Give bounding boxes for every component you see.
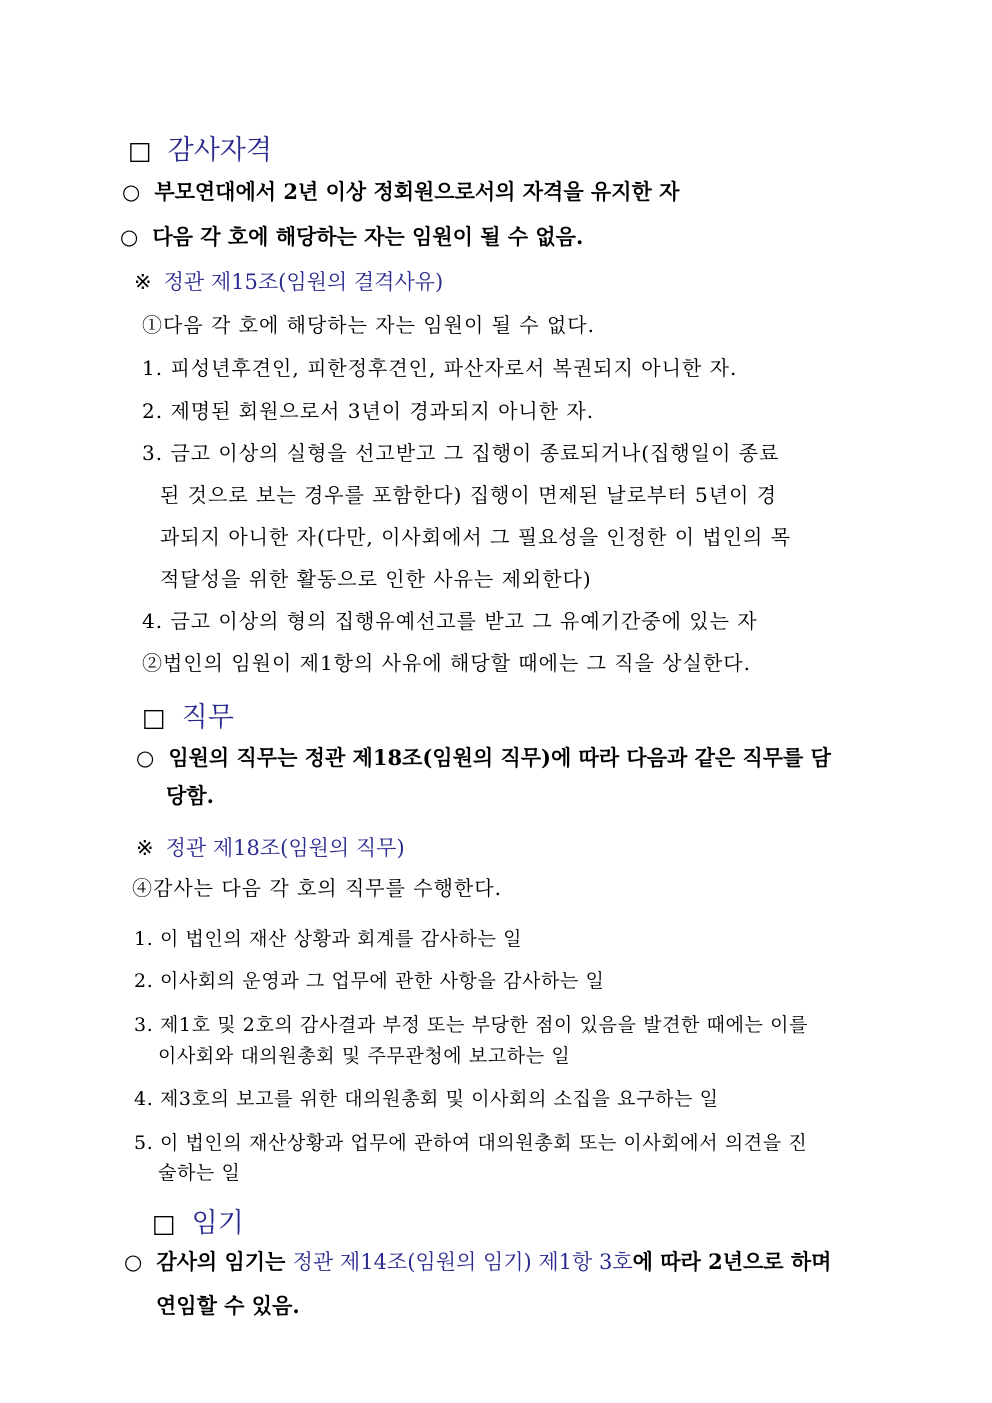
box-icon: □	[152, 1209, 176, 1238]
item-1: 1. 피성년후견인, 피한정후견인, 파산자로서 복권되지 아니한 자.	[142, 356, 738, 380]
note-article-15: ※ 정관 제15조(임원의 결격사유)	[134, 270, 444, 294]
bullet-qualification-1: ○ 부모연대에서 2년 이상 정회원으로서의 자격을 유지한 자	[122, 179, 680, 204]
item-4: 4. 금고 이상의 형의 집행유예선고를 받고 그 유예기간중에 있는 자	[142, 609, 758, 633]
circle-bullet-icon: ○	[122, 180, 141, 204]
duty-item-5-line-1: 5. 이 법인의 재산상황과 업무에 관하여 대의원총회 또는 이사회에서 의견을 진	[134, 1132, 808, 1154]
note-article-18: ※ 정관 제18조(임원의 직무)	[136, 836, 405, 860]
bullet-duties: ○ 임원의 직무는 정관 제18조(임원의 직무)에 따라 다음과 같은 직무를 담	[136, 745, 831, 770]
bullet-term: ○ 감사의 임기는 정관 제14조(임원의 임기) 제1항 3호에 따라 2년으로 하며	[124, 1249, 832, 1274]
bullet-term-line-2: 연임할 수 있음.	[156, 1293, 300, 1318]
item-3-line-3: 과되지 아니한 자(다만, 이사회에서 그 필요성을 인정한 이 법인의 목	[160, 525, 792, 549]
section-heading-duties: □ 직무	[142, 702, 234, 733]
box-icon: □	[142, 703, 166, 732]
item-2: 2. 제명된 회원으로서 3년이 경과되지 아니한 자.	[142, 399, 595, 423]
para-disqualification-2: ②법인의 임원이 제1항의 사유에 해당할 때에는 그 직을 상실한다.	[142, 651, 751, 675]
box-icon: □	[128, 136, 152, 165]
section-heading-term: □ 임기	[152, 1208, 244, 1239]
reference-mark-icon: ※	[136, 836, 154, 860]
circle-bullet-icon: ○	[120, 225, 139, 249]
para-disqualification-1: ①다음 각 호에 해당하는 자는 임원이 될 수 없다.	[142, 313, 595, 337]
bullet-qualification-2: ○ 다음 각 호에 해당하는 자는 임원이 될 수 없음.	[120, 224, 584, 249]
item-3-line-4: 적달성을 위한 활동으로 인한 사유는 제외한다)	[160, 567, 592, 591]
duty-item-3-line-2: 이사회와 대의원총회 및 주무관청에 보고하는 일	[158, 1045, 571, 1067]
duty-item-1: 1. 이 법인의 재산 상황과 회계를 감사하는 일	[134, 928, 523, 950]
circle-bullet-icon: ○	[136, 746, 155, 770]
item-3-line-2: 된 것으로 보는 경우를 포함한다) 집행이 면제된 날로부터 5년이 경	[160, 483, 778, 507]
para-auditor-duties: ④감사는 다음 각 호의 직무를 수행한다.	[132, 876, 502, 900]
term-article-reference: 정관 제14조(임원의 임기) 제1항 3호	[292, 1250, 633, 1274]
circle-bullet-icon: ○	[124, 1250, 143, 1274]
duty-item-2: 2. 이사회의 운영과 그 업무에 관한 사항을 감사하는 일	[134, 970, 605, 992]
duty-item-4: 4. 제3호의 보고를 위한 대의원총회 및 이사회의 소집을 요구하는 일	[134, 1088, 719, 1110]
reference-mark-icon: ※	[134, 270, 152, 294]
item-3-line-1: 3. 금고 이상의 실형을 선고받고 그 집행이 종료되거나(집행일이 종료	[142, 441, 780, 465]
bullet-duties-line-2: 당함.	[166, 783, 214, 808]
section-heading-qualification: □ 감사자격	[128, 135, 272, 166]
duty-item-3-line-1: 3. 제1호 및 2호의 감사결과 부정 또는 부당한 점이 있음을 발견한 때에는 이를	[134, 1014, 809, 1036]
duty-item-5-line-2: 술하는 일	[158, 1162, 241, 1184]
